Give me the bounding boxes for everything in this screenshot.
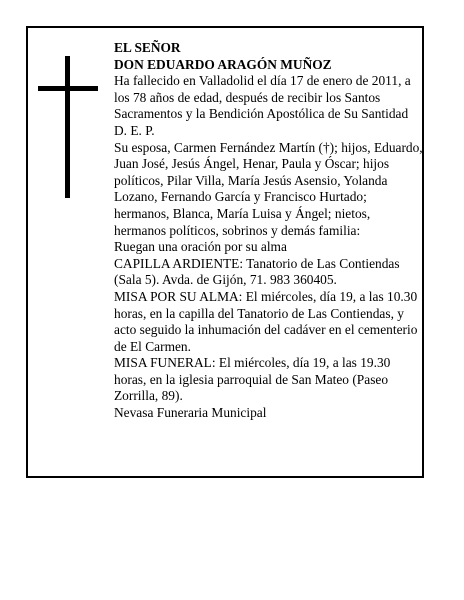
death-announcement: Ha fallecido en Valladolid el día 17 de enero de 2011, a los 78 años de edad, después de recibir los Santos Sacramentos y la Bendición Apostólica de Su Santidad D. E. P. — [114, 73, 411, 138]
prayer-request: Ruegan una oración por su alma — [114, 239, 287, 255]
funeral-home: Nevasa Funeraria Municipal — [114, 405, 267, 421]
obituary-notice — [26, 26, 424, 478]
cross-icon — [38, 56, 98, 198]
obituary-text — [114, 40, 424, 422]
cross-horizontal-bar — [38, 86, 98, 91]
mass-info: MISA POR SU ALMA: El miércoles, día 19, a las 10.30 horas, en la capilla del Tanatorio de Las Contiendas, y acto seguido la inhumación del cadáver en el cementerio de El Carmen. — [114, 288, 418, 354]
funeral-mass-info: MISA FUNERAL: El miércoles, día 19, a las 19.30 horas, en la iglesia parroquial de San Mateo (Paseo Zorrilla, 89). — [114, 355, 391, 404]
heading-title: EL SEÑOR — [114, 40, 181, 55]
deceased-name: DON EDUARDO ARAGÓN MUÑOZ — [114, 56, 332, 72]
chapel-info: CAPILLA ARDIENTE: Tanatorio de Las Contiendas (Sala 5). Avda. de Gijón, 71. 983 360405. — [114, 255, 400, 288]
family-list: Su esposa, Carmen Fernández Martín (†); hijos, Eduardo, Juan José, Jesús Ángel, Henar, Paula y Óscar; hijos políticos, Pilar Villa, María Jesús Asensio, Yolanda Lozano, Fernando García y Francisco Hurtado; hermanos, Blanca, María Luisa y Ángel; nietos, hermanos políticos, sobrinos y demás familia: — [114, 139, 423, 238]
cross-vertical-bar — [65, 56, 70, 198]
